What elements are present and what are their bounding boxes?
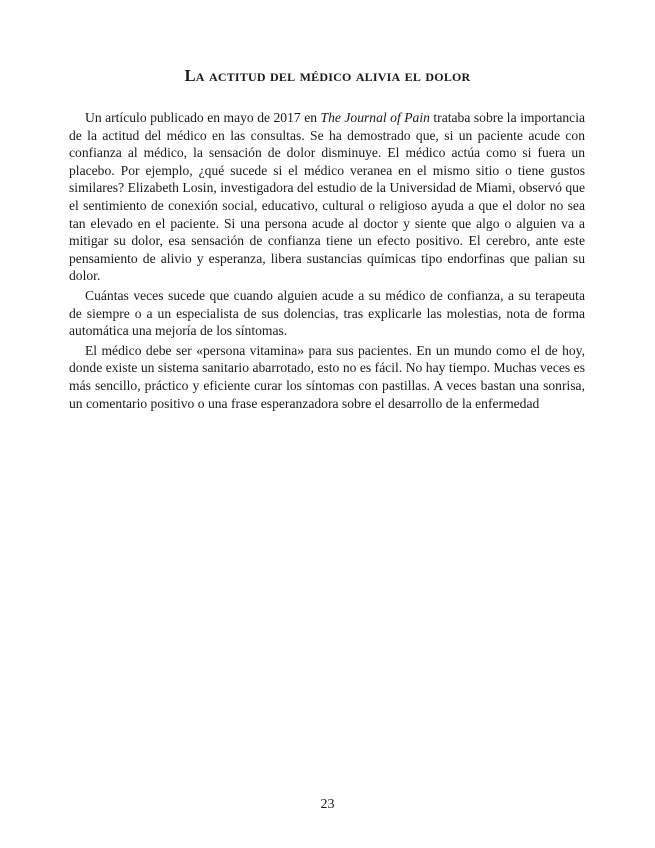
paragraph-1 [69,109,585,285]
body-text [69,109,585,412]
paragraph-1-before: Un artículo publicado en mayo de 2017 en [85,110,321,125]
paragraph-1-after: trataba sobre la importancia de la actitud del médico en las consultas. Se ha demostrado que, si un paciente acude con confianza al médico, la sensación de dolor disminuye. El médico actúa como si fuera un placebo. Por ejemplo, ¿qué sucede si el médico veranea en el mismo sitio o tiene gustos similares? Elizabeth Losin, investigadora del estudio de la Universidad de Miami, observó que el sentimiento de conexión social, educativo, cultural o religioso ayuda a que el dolor no sea tan elevado en el paciente. Si una persona acude al doctor y siente que algo o alguien va a mitigar su dolor, esa sensación de confianza tiene un efecto positivo. El cerebro, ante este pensamiento de alivio y esperanza, libera sustancias químicas tipo endorfinas que palian su dolor. [69,110,586,284]
paragraph-2: Cuántas veces sucede que cuando alguien acude a su médico de confianza, a su terapeuta de siempre o a un especialista de sus dolencias, tras explicarle las molestias, nota de forma automática una mejoría de los síntomas. [69,287,585,339]
journal-title: The Journal of Pain [320,110,430,125]
paragraph-3: El médico debe ser «persona vitamina» para sus pacientes. En un mundo como el de hoy, donde existe un sistema sanitario abarrotado, esto no es fácil. No hay tiempo. Muchas veces es más sencillo, práctico y eficiente curar los síntomas con pastillas. A veces bastan una sonrisa, un comentario positivo o una frase esperanzadora sobre el desarrollo de la enfermedad [69,342,585,411]
page-number: 23 [320,797,335,812]
page-title: La actitud del médico alivia el dolor [184,66,471,85]
